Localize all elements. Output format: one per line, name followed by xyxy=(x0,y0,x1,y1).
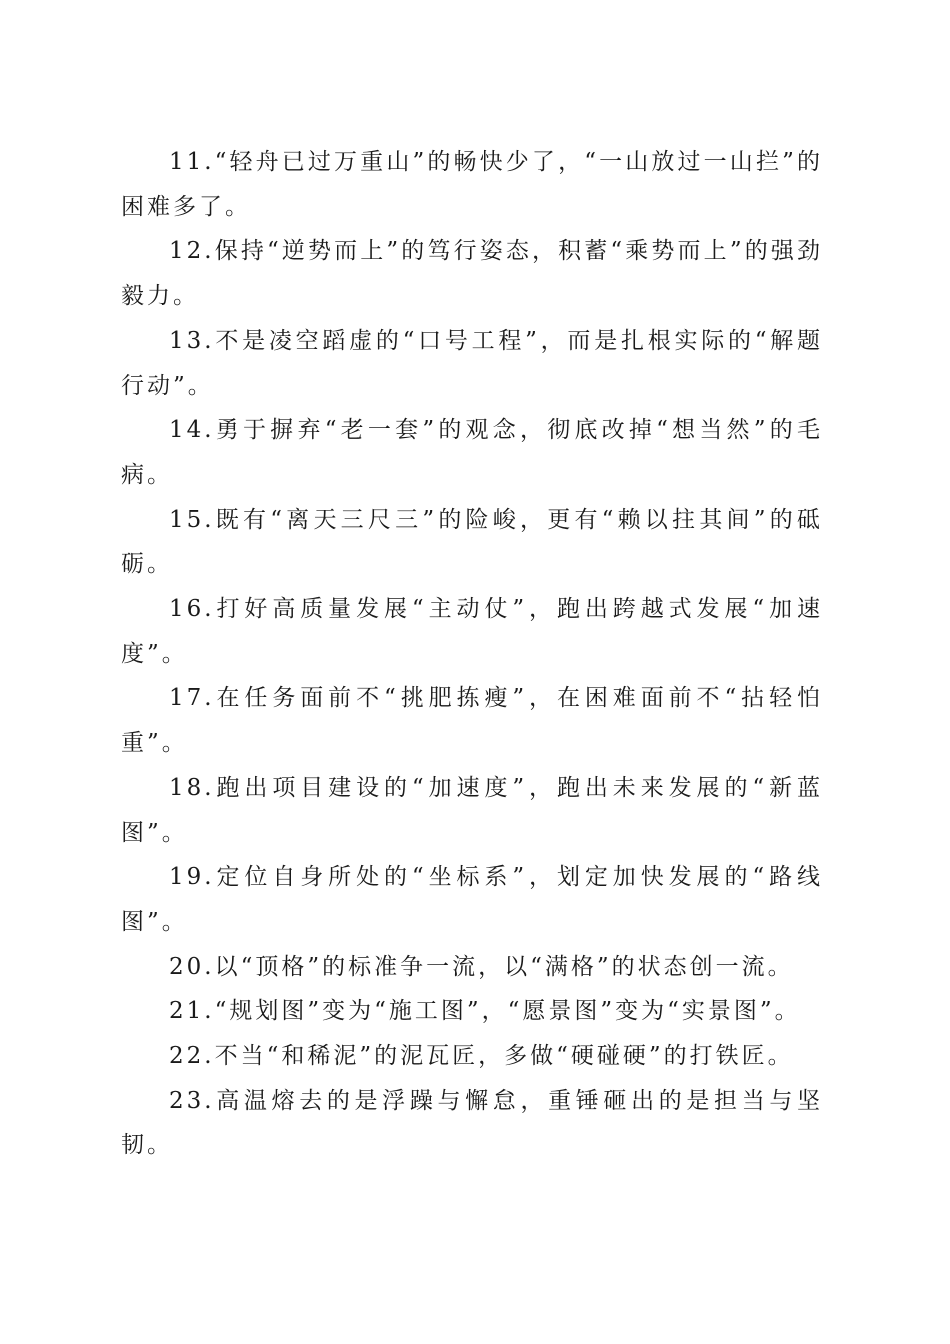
paragraph-16: 16.打好高质量发展“主动仗”，跑出跨越式发展“加速度”。 xyxy=(121,596,823,667)
paragraph-20: 20.以“顶格”的标准争一流，以“满格”的状态创一流。 xyxy=(169,953,794,980)
paragraph-11: 11.“轻舟已过万重山”的畅快少了，“一山放过一山拦”的困难多了。 xyxy=(121,149,823,220)
paragraph-14: 14.勇于摒弃“老一套”的观念，彻底改掉“想当然”的毛病。 xyxy=(121,417,823,488)
paragraph-22: 22.不当“和稀泥”的泥瓦匠，多做“硬碰硬”的打铁匠。 xyxy=(169,1043,794,1070)
paragraph-18: 18.跑出项目建设的“加速度”，跑出未来发展的“新蓝图”。 xyxy=(121,774,823,846)
paragraph-23: 23.高温熔去的是浮躁与懈怠，重锤砸出的是担当与坚韧。 xyxy=(121,1087,823,1159)
paragraph-17: 17.在任务面前不“挑肥拣瘦”，在困难面前不“拈轻怕重”。 xyxy=(121,685,823,757)
paragraph-13: 13.不是凌空蹈虚的“口号工程”，而是扎根实际的“解题行动”。 xyxy=(121,327,823,399)
document-body xyxy=(121,140,823,1168)
paragraph-21: 21.“规划图”变为“施工图”，“愿景图”变为“实景图”。 xyxy=(169,998,801,1025)
paragraph-12: 12.保持“逆势而上”的笃行姿态，积蓄“乘势而上”的强劲毅力。 xyxy=(121,238,823,310)
paragraph-19: 19.定位自身所处的“坐标系”，划定加快发展的“路线图”。 xyxy=(121,864,823,935)
paragraph-15: 15.既有“离天三尺三”的险峻，更有“赖以拄其间”的砥砺。 xyxy=(121,506,823,578)
